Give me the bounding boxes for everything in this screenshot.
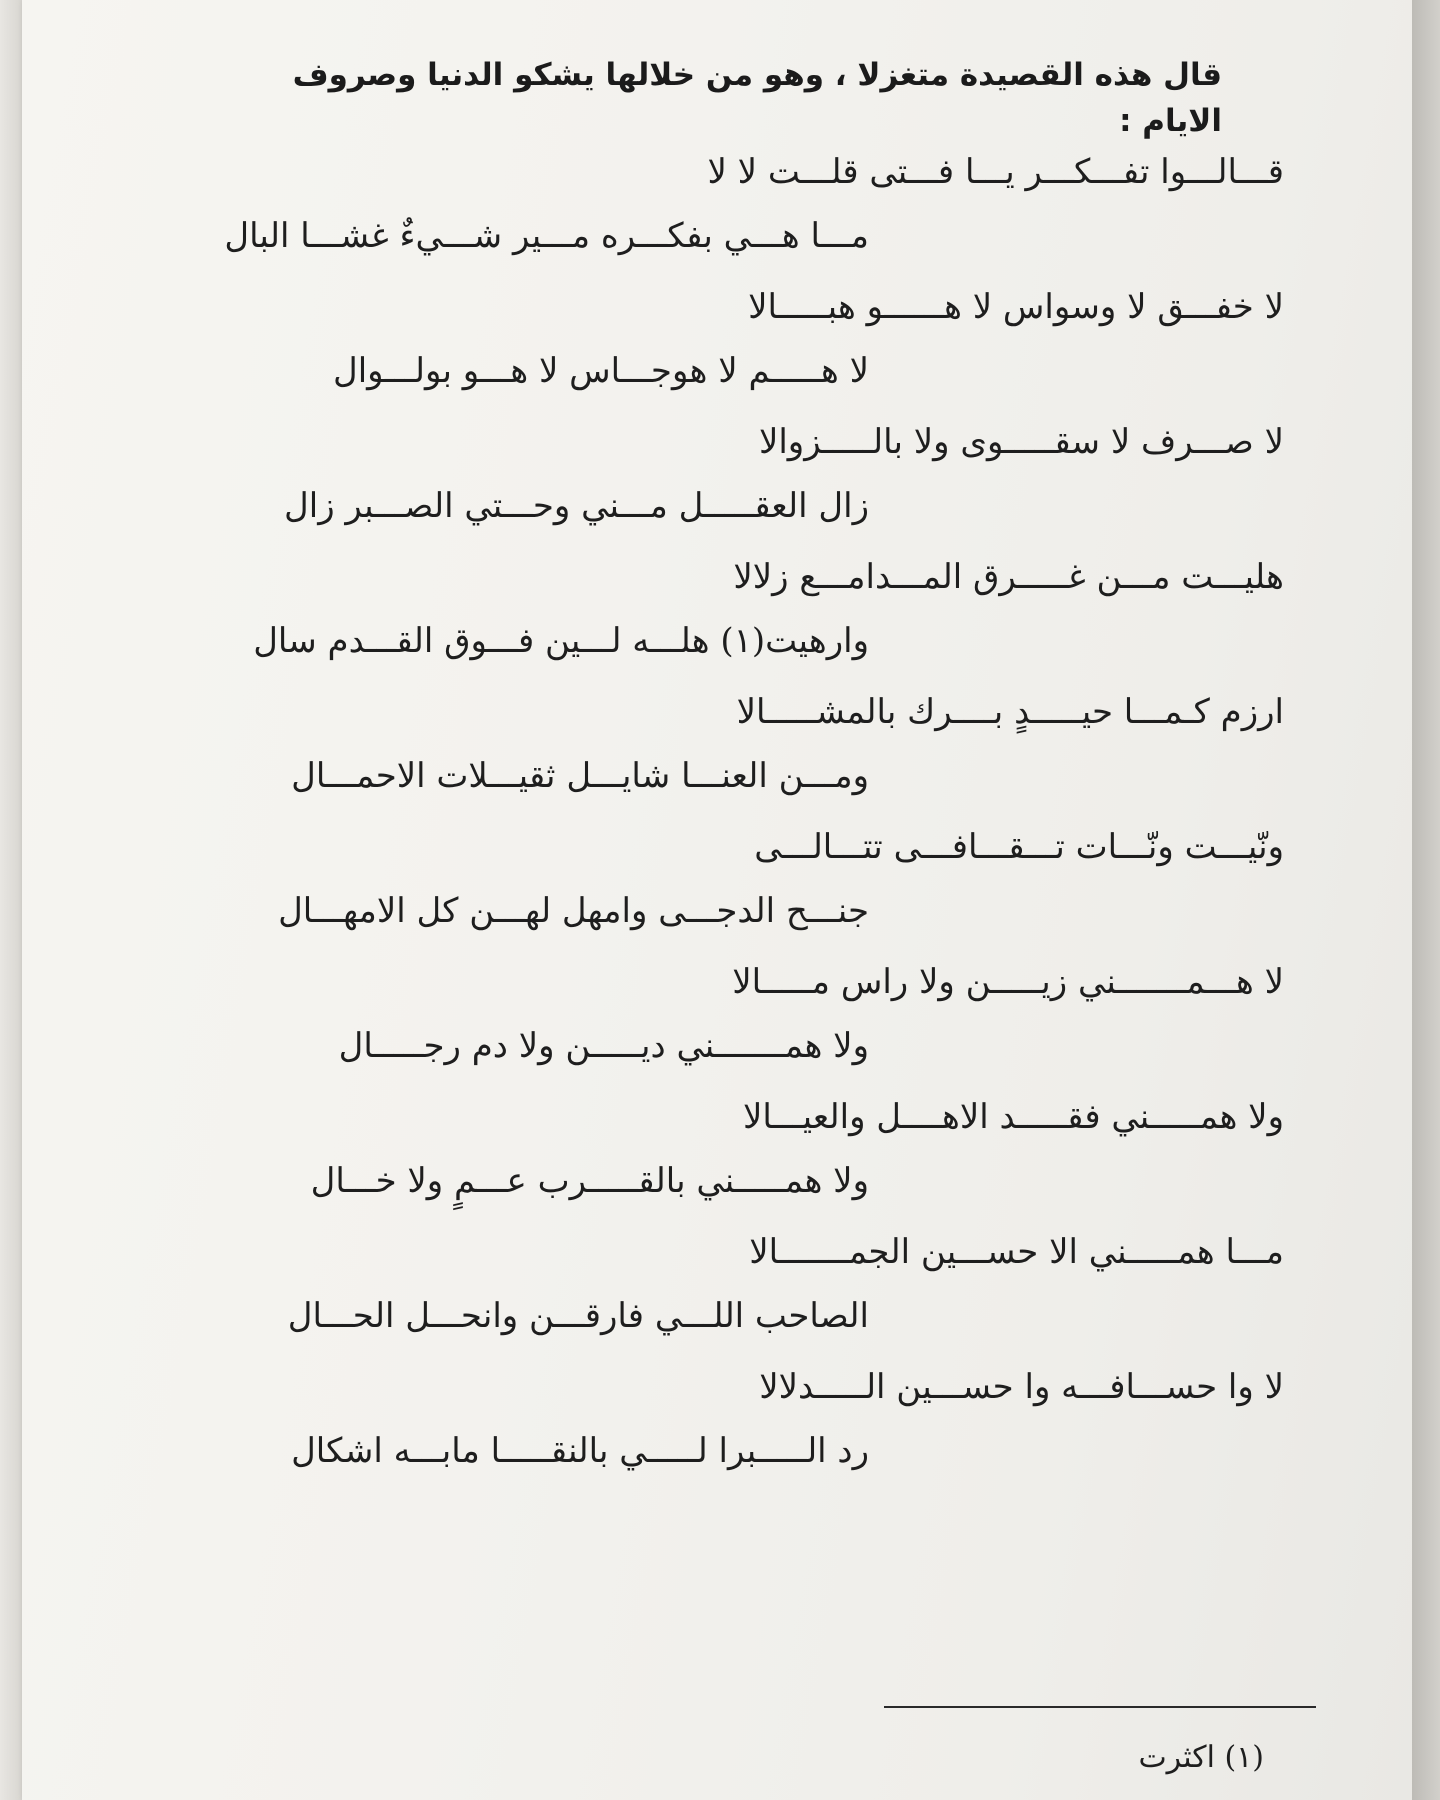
verse-6-second-hemistich: جنـــح الدجـــى وامهل لهـــن كل الامهـــال [278,891,869,931]
page-left-edge [0,0,22,1800]
verse-5-second-hemistich: ومـــن العنـــا شايـــل ثقيـــلات الاحمـــال [291,756,869,796]
verse-7-second-hemistich: ولا همـــــــني ديـــــن ولا دم رجـــــال [338,1026,869,1066]
verse-7 [184,960,1284,1100]
verse-3 [184,420,1284,560]
verse-1-second-hemistich: مـــا هـــي بفكـــره مـــير شـــيءٌ غشـــا البال [224,216,869,256]
verse-1-first-hemistich: قـــالـــوا تفـــكـــر يـــا فـــتى قلـــت لا لا [707,152,1284,192]
footnote-divider [884,1706,1316,1708]
page-right-edge [1412,0,1440,1800]
verse-3-second-hemistich: زال العقـــــل مـــني وحـــتي الصـــبر زال [284,486,869,526]
verse-1 [184,150,1284,290]
verse-8-first-hemistich: ولا همـــــني فقـــــد الاهــــل والعيـــالا [742,1097,1284,1137]
verse-10-first-hemistich: لا وا حســـافـــه وا حســـين الـــــدلالا [759,1367,1284,1407]
verse-9-first-hemistich: مـــا همـــــني الا حســـين الجمـــــــالا [749,1232,1284,1272]
verse-5-first-hemistich: ارزم كـمـــا حيـــــدٍ بــــرك بالمشـــــالا [736,692,1284,732]
verse-8-second-hemistich: ولا همـــــني بالقـــــرب عـــمٍ ولا خـــال [310,1161,869,1201]
verse-2-second-hemistich: لا هـــــم لا هوجـــاس لا هـــو بولـــوال [333,351,869,391]
verse-10 [184,1365,1284,1505]
verse-9-second-hemistich: الصاحب اللـــي فارقـــن وانحـــل الحـــال [287,1296,869,1336]
verse-2-first-hemistich: لا خفـــق لا وسواس لا هــــــو هبـــــالا [748,287,1284,327]
verse-9 [184,1230,1284,1370]
footnote: (١) اكثرت [1138,1740,1264,1775]
poem-introduction: قال هذه القصيدة متغزلا ، وهو من خلالها يشكو الدنيا وصروف الايام : [292,57,1222,139]
verse-3-first-hemistich: لا صـــرف لا سقـــــوى ولا بالـــــزوالا [758,422,1284,462]
verse-2 [184,285,1284,425]
verse-8 [184,1095,1284,1235]
verse-6 [184,825,1284,965]
verse-7-first-hemistich: لا هـــمـــــــني زيـــــن ولا راس مـــــالا [732,962,1284,1002]
verse-10-second-hemistich: رد الـــــبرا لـــــي بالنقـــــا مابـــه اشكال [291,1431,869,1471]
book-page [22,0,1412,1800]
verse-6-first-hemistich: ونّيـــت ونّـــات تـــقـــافـــى تتـــالـــى [754,827,1284,867]
verse-4-first-hemistich: هليـــت مـــن غـــــرق المـــدامـــع زلالا [733,557,1284,597]
verse-4-second-hemistich: وارهيت(١) هلـــه لـــين فـــوق القـــدم سال [253,621,869,661]
verse-4 [184,555,1284,695]
verse-5 [184,690,1284,830]
